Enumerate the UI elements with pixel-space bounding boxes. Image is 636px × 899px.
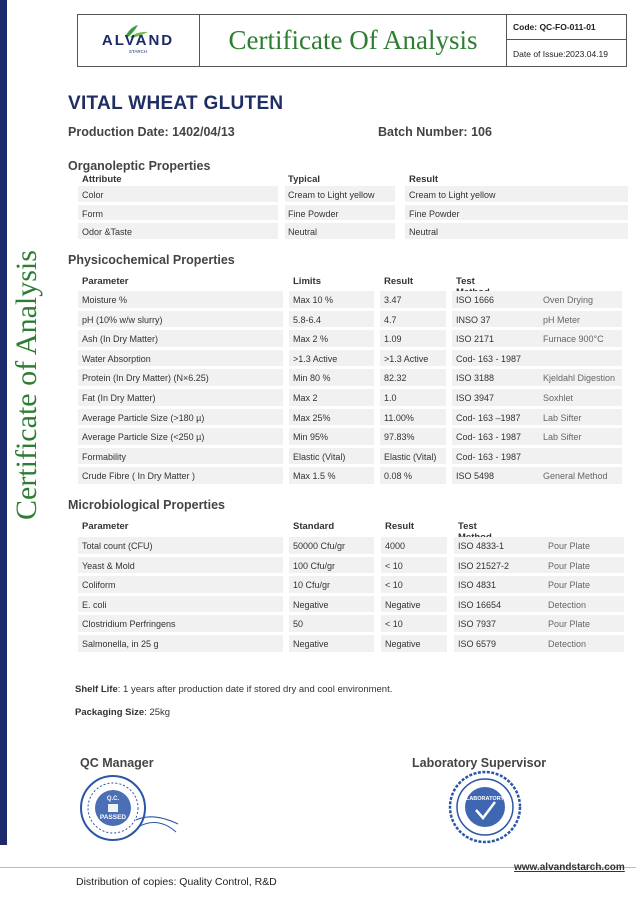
- organoleptic-cell: Neutral: [409, 227, 439, 237]
- document-code: Code: QC-FO-011-01: [513, 22, 596, 32]
- organoleptic-header-result: Result: [409, 174, 439, 185]
- microbiological-cell: 10 Cfu/gr: [293, 580, 331, 591]
- physicochemical-cell: Max 2 %: [293, 334, 329, 345]
- organoleptic-cell: Neutral: [288, 227, 318, 237]
- production-date: Production Date: 1402/04/13: [68, 125, 235, 139]
- microbiological-cell: < 10: [385, 619, 403, 630]
- packaging-value: : 25kg: [144, 707, 171, 718]
- alvand-logo: [78, 15, 199, 66]
- physicochemical-cell: >1.3 Active: [384, 353, 429, 364]
- physicochemical-cell: Fat (In Dry Matter): [82, 393, 156, 403]
- physicochemical-cell: 82.32: [384, 373, 407, 384]
- microbiological-cell: Negative: [293, 639, 329, 649]
- physicochemical-cell: Crude Fibre ( In Dry Matter ): [82, 471, 196, 482]
- physicochemical-cell: Cod- 163 - 1987: [456, 432, 522, 443]
- batch-number: Batch Number: 106: [378, 125, 492, 139]
- microbiological-cell: ISO 16654: [458, 599, 502, 610]
- physicochemical-cell: 0.08 %: [384, 471, 413, 482]
- physicochemical-cell: Elastic (Vital): [384, 451, 437, 462]
- title-cell: [200, 15, 507, 66]
- organoleptic-cell: Fine Powder: [288, 208, 339, 219]
- cell-shade: [78, 596, 283, 613]
- svg-text:PASSED: PASSED: [99, 814, 127, 821]
- physicochemical-cell: Ash (In Dry Matter): [82, 334, 159, 345]
- physicochemical-cell: Cod- 163 - 1987: [456, 451, 522, 462]
- physicochemical-cell: Water Absorption: [82, 353, 151, 364]
- physicochemical-cell: INSO 37: [456, 314, 491, 325]
- microbiological-cell: Clostridium Perfringens: [82, 619, 176, 630]
- issue-date-row: [507, 41, 626, 66]
- microbiological-cell: Salmonella, in 25 g: [82, 639, 159, 649]
- document-header: [77, 14, 627, 67]
- side-title-text: Certificate of Analysis: [10, 250, 43, 520]
- physicochemical-cell: Min 95%: [293, 432, 329, 443]
- physicochemical-cell: Cod- 163 - 1987: [456, 353, 522, 364]
- physicochemical-cell: Furnace 900°C: [543, 334, 604, 345]
- meta-cell: [507, 15, 626, 66]
- shelf-life-value: : 1 years after production date if stored dry and cool environment.: [117, 684, 393, 695]
- physicochemical-cell: 4.7: [384, 314, 397, 325]
- physicochemical-cell: Kjeldahl Digestion: [543, 373, 616, 384]
- physicochemical-cell: 97.83%: [384, 432, 415, 443]
- microbiological-cell: Negative: [293, 599, 329, 610]
- physicochemical-cell: Elastic (Vital): [293, 451, 346, 462]
- svg-text:Q.C.: Q.C.: [106, 796, 120, 802]
- physicochemical-cell: ISO 2171: [456, 334, 495, 345]
- microbiological-header-standard: Standard: [293, 521, 335, 532]
- microbiological-cell: E. coli: [82, 599, 107, 610]
- physicochemical-cell: Max 25%: [293, 412, 331, 423]
- microbiological-cell: 100 Cfu/gr: [293, 560, 336, 571]
- microbiological-cell: ISO 7937: [458, 619, 497, 630]
- physicochemical-cell: 3.47: [384, 295, 402, 305]
- physicochemical-cell: ISO 1666: [456, 295, 495, 305]
- organoleptic-header-attribute: Attribute: [82, 174, 122, 185]
- physicochemical-cell: 1.0: [384, 393, 397, 403]
- microbiological-cell: ISO 6579: [458, 639, 497, 649]
- physicochemical-cell: 1.09: [384, 334, 402, 345]
- distribution-note: Distribution of copies: Quality Control, R&D: [76, 876, 277, 888]
- physicochemical-cell: Max 2: [293, 393, 318, 403]
- cell-shade: [78, 205, 278, 221]
- organoleptic-cell: Odor &Taste: [82, 227, 133, 237]
- organoleptic-title: Organoleptic Properties: [68, 159, 211, 173]
- shelf-life-label: Shelf Life: [75, 684, 118, 695]
- microbiological-cell: Negative: [385, 639, 421, 649]
- organoleptic-cell: Cream to Light yellow: [409, 190, 496, 200]
- physicochemical-header-result: Result: [384, 276, 414, 287]
- packaging-label: Packaging Size: [75, 707, 145, 718]
- cell-shade: [78, 186, 278, 202]
- brand-name: ALVAND: [101, 32, 175, 49]
- logo-cell: [78, 15, 200, 66]
- certificate-title: Certificate Of Analysis: [228, 25, 478, 55]
- microbiological-cell: Detection: [548, 639, 587, 649]
- organoleptic-cell: Color: [82, 190, 104, 200]
- microbiological-cell: Total count (CFU): [82, 541, 153, 551]
- physicochemical-title: Physicochemical Properties: [68, 253, 235, 267]
- microbiological-cell: Pour Plate: [548, 580, 591, 591]
- physicochemical-cell: 5.8-6.4: [293, 314, 322, 325]
- product-title: VITAL WHEAT GLUTEN: [68, 93, 284, 114]
- microbiological-cell: Pour Plate: [548, 560, 591, 571]
- laboratory-stamp: [448, 770, 522, 844]
- physicochemical-header-limits: Limits: [293, 276, 321, 287]
- physicochemical-cell: Average Particle Size (<250 µ): [82, 432, 205, 443]
- physicochemical-cell: ISO 3947: [456, 393, 495, 403]
- microbiological-cell: Pour Plate: [548, 541, 591, 551]
- microbiological-header-parameter: Parameter: [82, 521, 129, 532]
- physicochemical-cell: ISO 3188: [456, 373, 495, 384]
- microbiological-cell: Pour Plate: [548, 619, 591, 630]
- microbiological-cell: ISO 21527-2: [458, 560, 510, 571]
- organoleptic-cell: Fine Powder: [409, 208, 460, 219]
- issue-date: Date of Issue:2023.04.19: [513, 48, 608, 59]
- microbiological-cell: ISO 4833-1: [458, 541, 505, 551]
- cell-shade: [405, 223, 628, 239]
- organoleptic-cell: Cream to Light yellow: [288, 190, 375, 200]
- physicochemical-cell: Oven Drying: [543, 295, 594, 305]
- physicochemical-cell: Min 80 %: [293, 373, 331, 384]
- physicochemical-cell: pH Meter: [543, 314, 581, 325]
- physicochemical-cell: Max 10 %: [293, 295, 334, 305]
- lab-supervisor-title: Laboratory Supervisor: [412, 756, 547, 770]
- qc-manager-title: QC Manager: [80, 756, 154, 770]
- shelf-life-line: [75, 684, 392, 695]
- physicochemical-cell: ISO 5498: [456, 471, 495, 482]
- brand-sub: STARCH: [128, 49, 148, 54]
- microbiological-header-test-method: Test: [458, 521, 477, 532]
- packaging-line: [75, 707, 170, 718]
- qc-passed-stamp: [78, 772, 188, 844]
- microbiological-cell: Yeast & Mold: [82, 560, 135, 571]
- physicochemical-cell: >1.3 Active: [293, 353, 338, 364]
- physicochemical-cell: Moisture %: [82, 295, 128, 305]
- physicochemical-header-test-method: Test: [456, 276, 475, 287]
- physicochemical-header-parameter: Parameter: [82, 276, 129, 287]
- document-code-row: [507, 15, 626, 40]
- physicochemical-cell: Lab Sifter: [543, 412, 582, 423]
- physicochemical-cell: Lab Sifter: [543, 432, 582, 443]
- physicochemical-cell: Average Particle Size (>180 µ): [82, 412, 205, 423]
- physicochemical-cell: Protein (In Dry Matter) (N×6.25): [82, 373, 209, 384]
- organoleptic-header-typical: Typical: [288, 174, 321, 185]
- physicochemical-cell: General Method: [543, 471, 608, 482]
- microbiological-cell: Detection: [548, 599, 587, 610]
- physicochemical-cell: Max 1.5 %: [293, 471, 336, 482]
- physicochemical-cell: pH (10% w/w slurry): [82, 314, 163, 325]
- microbiological-cell: 50000 Cfu/gr: [293, 541, 346, 551]
- physicochemical-cell: Formability: [82, 451, 127, 462]
- website-link[interactable]: www.alvandstarch.com: [514, 862, 625, 873]
- microbiological-header-result: Result: [385, 521, 415, 532]
- microbiological-cell: 50: [293, 619, 304, 630]
- microbiological-cell: Negative: [385, 599, 421, 610]
- physicochemical-cell: Cod- 163 –1987: [456, 412, 521, 423]
- svg-text:LABORATORY: LABORATORY: [465, 796, 505, 802]
- microbiological-cell: ISO 4831: [458, 580, 497, 591]
- microbiological-cell: Coliform: [82, 580, 116, 591]
- microbiological-cell: 4000: [385, 541, 406, 551]
- microbiological-title: Microbiological Properties: [68, 498, 225, 512]
- microbiological-cell: < 10: [385, 560, 403, 571]
- physicochemical-cell: 11.00%: [384, 412, 414, 423]
- physicochemical-cell: Soxhlet: [543, 393, 574, 403]
- vertical-side-title: [5, 230, 45, 530]
- microbiological-cell: < 10: [385, 580, 403, 591]
- organoleptic-cell: Form: [82, 208, 103, 219]
